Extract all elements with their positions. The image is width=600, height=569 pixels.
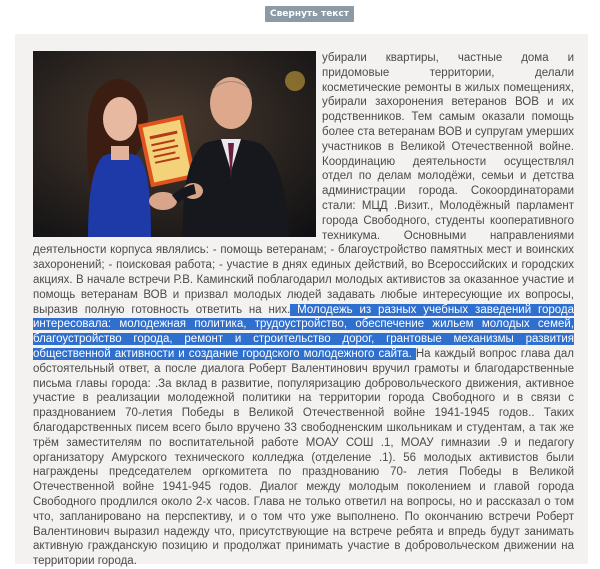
- article-photo: [33, 51, 316, 237]
- article-body: [33, 51, 574, 569]
- highlighted-text-selection: Молодежь из разных учебных заведений города интересовала: молодежная политика, трудоустройство, обеспечение жильем молодых семей, благоустройство города, ремонт и строительство дорог, грантовые механизмы развития общественной активности и создание городского молодежного сайта.: [33, 303, 574, 360]
- top-bar: [0, 0, 600, 24]
- article-text-intro: убирали квартиры, частные дома и придомовые территории, делали косметические ремонты в жилых помещениях, убирали захоронения ветеранов ВОВ и их родственников. Тем самым оказали помощь более ста ветеранам ВОВ и супругам умерших участников в Великой Отечественной войне. Координацию деятельности осуществлял отдел по делам молодёжи, семьи и детства администрации города. Сокоординаторами стали: МЦД .Визит., Молодёжный парламент города Свободного, студенты кооперативного техникума. Основными направлениями деятельности корпуса являлись: - помощь ветеранам; - благоустройство памятных мест и воинских захоронений; - поисковая работа; - участие в днях единых действий, во Всероссийских и городских акциях. В начале встречи Р.В. Каминский поблагодарил молодых активистов за оказанное участие и помощь ветеранам ВОВ и призвал молодых людей задавать любые интересующие их вопросы, выразив полную готовность ответить на них.: [33, 52, 574, 316]
- article-text-continuation: На каждый вопрос глава дал обстоятельный ответ, а после диалога Роберт Валентинович вручил грамоты и благодарственные письма главы города: .За вклад в развитие, популяризацию добровольческого движения, активное участие в реализации молодежной политики на территории города Свободного и в связи с празднованием 70-летия Победы в Великой Отечественной войне 1941-1945 годов.. Таких благодарственных писем всего было вручено 33 свободненским школьникам и студентам, а так же трём заместителям по воспитательной работе МОАУ СОШ .1, МОАУ гимназии .9 и педагогу организатору Амурского технического колледжа (отделение .1). 56 молодых активистов были награждены председателем оргкомитета по празднованию 70- летия Победы в Великой Отечественной войне 1941-945 годов. Диалог между молодым поколением и главой города Свободного продлился около 2-х часов. Глава не только ответил на вопросы, но и рассказал о том что, запланировано на перспективу, и о том что уже выполнено. По окончанию встречи Роберт Валентинович выразил надежду что, присутствующие на встрече ребята и впредь будут занимать активную гражданскую позицию и продолжат принимать участие в добровольческом движении на территории города.: [33, 347, 575, 568]
- article-panel: [15, 34, 588, 568]
- collapse-text-button[interactable]: Свернуть текст: [265, 6, 354, 22]
